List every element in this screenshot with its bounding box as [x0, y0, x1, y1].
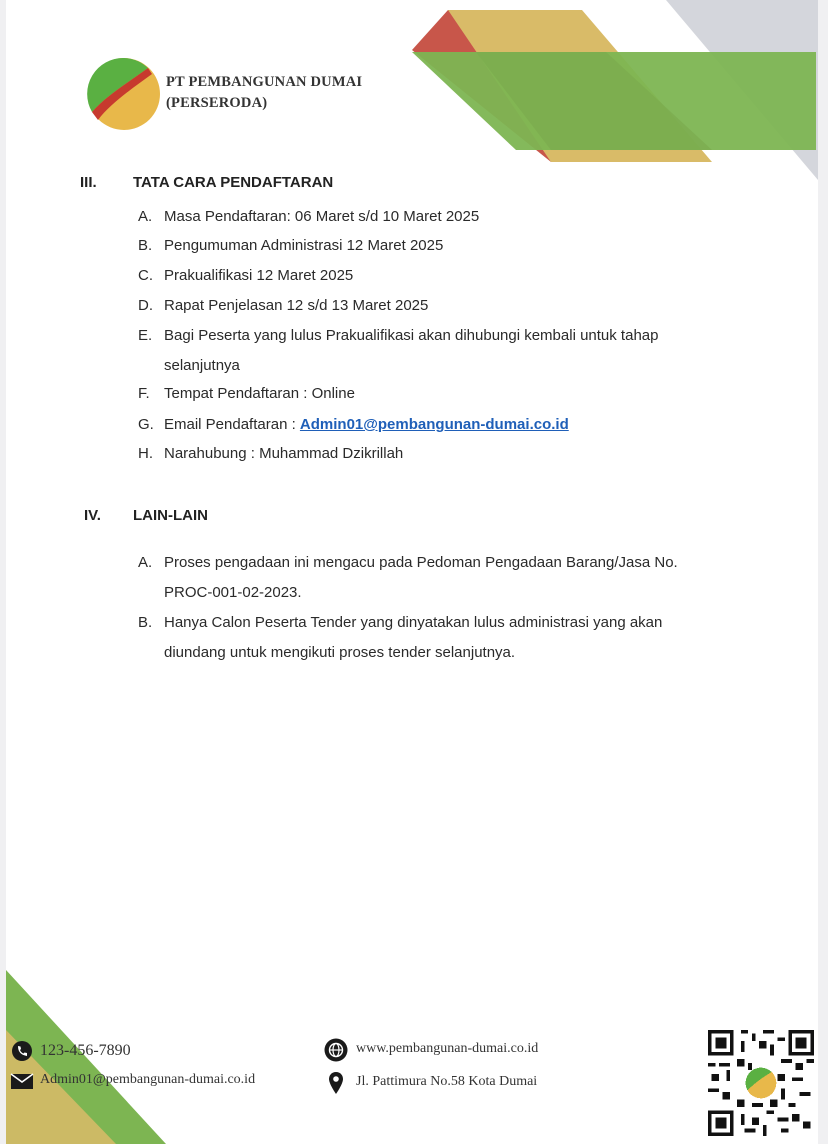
list-item-letter: H.: [138, 445, 153, 462]
company-name: [166, 72, 362, 114]
list-item-text: Bagi Peserta yang lulus Prakualifikasi akan dihubungi kembali untuk tahap: [164, 327, 659, 344]
list-item-letter: D.: [138, 297, 153, 314]
qr-code-icon: [708, 1030, 814, 1136]
list-item-letter: B.: [138, 237, 153, 254]
list-item: [138, 439, 404, 469]
list-item-text: Pengumuman Administrasi 12 Maret 2025: [164, 237, 444, 254]
list-item-text: diundang untuk mengikuti proses tender selanjutnya.: [164, 644, 516, 661]
list-item-text: Masa Pendaftaran: 06 Maret s/d 10 Maret 2025: [164, 208, 480, 225]
list-item: [138, 410, 569, 440]
phone-icon: [11, 1040, 33, 1062]
list-item: [138, 608, 663, 638]
list-item-text: Prakualifikasi 12 Maret 2025: [164, 267, 354, 284]
list-item-letter: B.: [138, 614, 153, 631]
list-item: [138, 321, 659, 351]
mail-icon: [10, 1073, 34, 1090]
list-item-text: Tempat Pendaftaran : Online: [164, 385, 355, 402]
company-name-line1: PT PEMBANGUNAN DUMAI: [166, 74, 363, 90]
document-page: [6, 0, 818, 1144]
globe-icon: [324, 1038, 348, 1062]
footer-email[interactable]: Admin01@pembangunan-dumai.co.id: [40, 1072, 256, 1087]
list-item-text: Proses pengadaan ini mengacu pada Pedoman Pengadaan Barang/Jasa No.: [164, 554, 678, 571]
section4-number: IV.: [84, 507, 101, 524]
list-item: [138, 291, 429, 321]
list-item-text: Rapat Penjelasan 12 s/d 13 Maret 2025: [164, 297, 429, 314]
list-item-continuation: [138, 638, 516, 668]
list-item-letter: A.: [138, 208, 153, 225]
section4-title: LAIN-LAIN: [133, 507, 208, 524]
footer-website[interactable]: www.pembangunan-dumai.co.id: [356, 1041, 539, 1056]
list-item-continuation: [138, 351, 240, 381]
list-item: [138, 231, 444, 261]
list-item-letter: A.: [138, 554, 153, 571]
list-item-text: selanjutnya: [164, 357, 240, 374]
list-item-text: Hanya Calon Peserta Tender yang dinyatakan lulus administrasi yang akan: [164, 614, 663, 631]
list-item-text: PROC-001-02-2023.: [164, 584, 302, 601]
list-item: [138, 379, 355, 409]
footer-address: Jl. Pattimura No.58 Kota Dumai: [356, 1074, 538, 1089]
company-logo-icon: [86, 56, 162, 132]
list-item-text: Narahubung : Muhammad Dzikrillah: [164, 445, 404, 462]
list-item-letter: C.: [138, 267, 153, 284]
company-name-line2: (PERSERODA): [166, 95, 268, 111]
list-item-letter: F.: [138, 385, 150, 402]
list-item-text: Email Pendaftaran :: [164, 416, 300, 433]
list-item-letter: G.: [138, 416, 154, 433]
list-item-letter: E.: [138, 327, 153, 344]
list-item: [138, 202, 480, 232]
list-item-continuation: [138, 578, 302, 608]
location-pin-icon: [328, 1071, 344, 1095]
section3-number: III.: [80, 174, 97, 191]
footer-phone: 123-456-7890: [40, 1042, 131, 1059]
list-item: [138, 548, 678, 578]
registration-email-link[interactable]: Admin01@pembangunan-dumai.co.id: [299, 416, 569, 433]
list-item: [138, 261, 354, 291]
section3-title: TATA CARA PENDAFTARAN: [133, 174, 334, 191]
